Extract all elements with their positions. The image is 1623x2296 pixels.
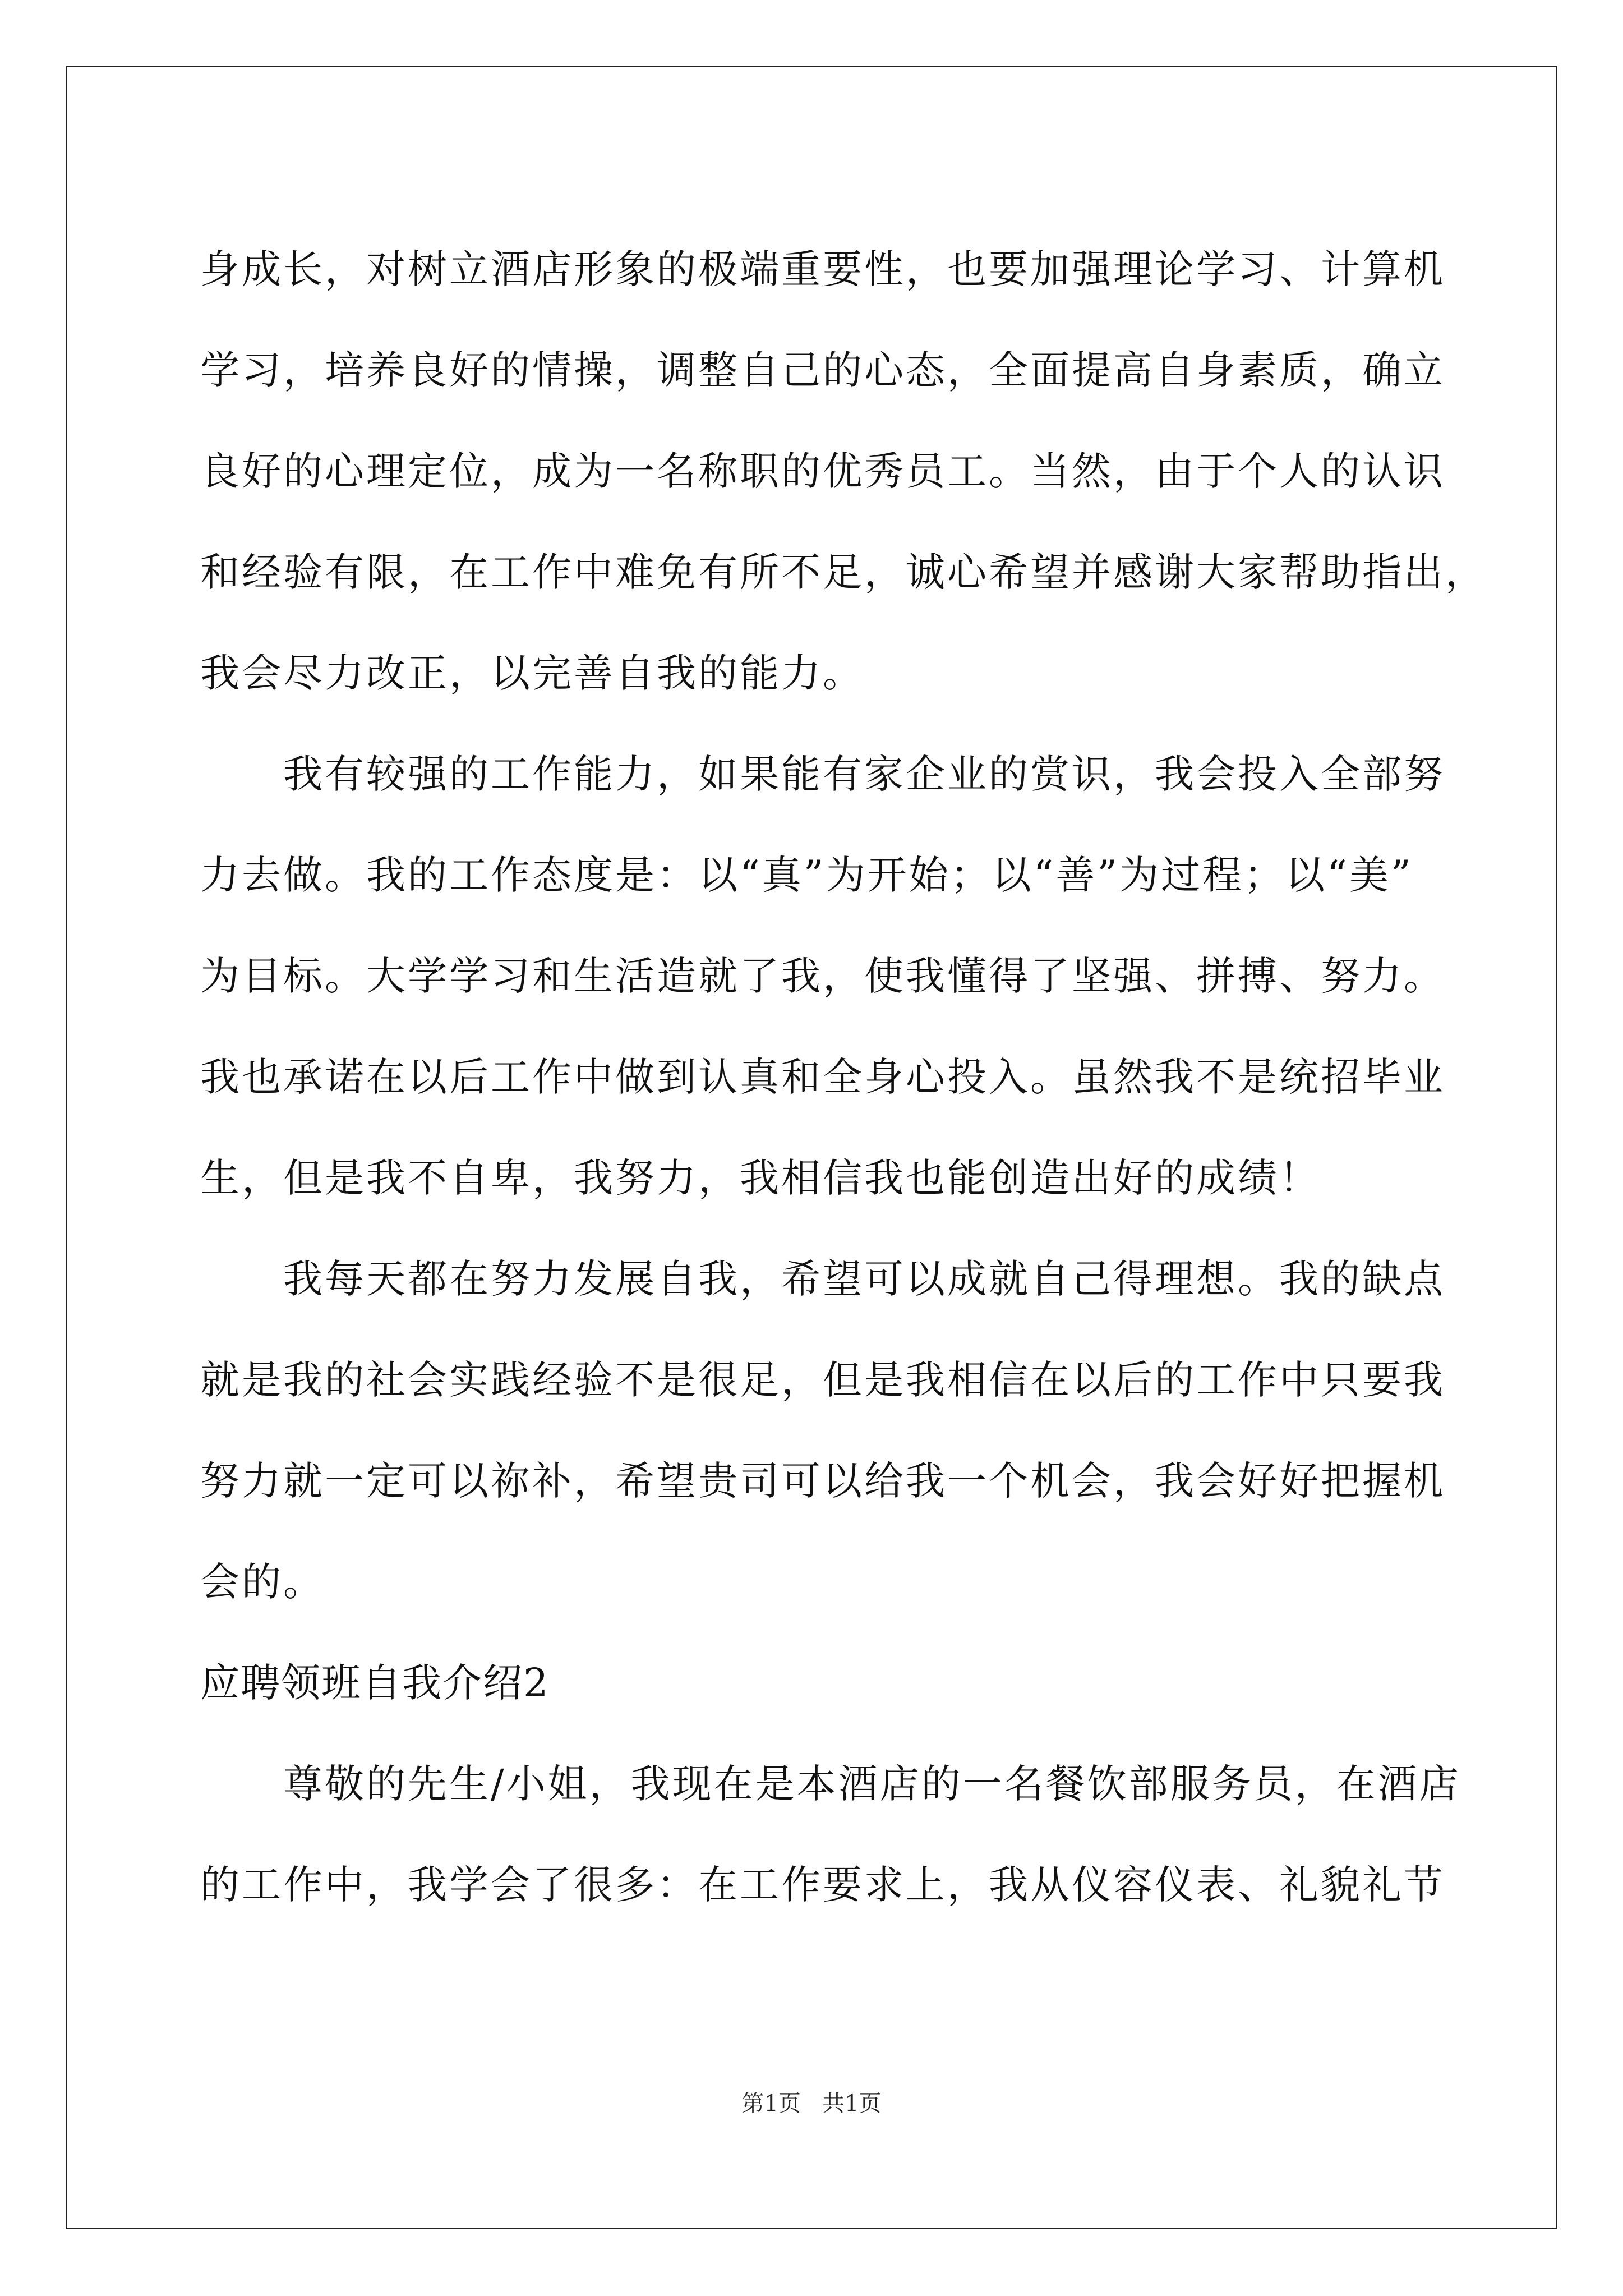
text-line: 为目标。大学学习和生活造就了我，使我懂得了坚强、拼搏、努力。 bbox=[200, 953, 1445, 999]
text-line: 我每天都在努力发展自我，希望可以成就自己得理想。我的缺点 bbox=[283, 1256, 1445, 1302]
paragraph-2 bbox=[200, 724, 1445, 1228]
text-line: 我会尽力改正，以完善自我的能力。 bbox=[200, 650, 864, 696]
text-line: 努力就一定可以祢补，希望贵司可以给我一个机会，我会好好把握机 bbox=[200, 1458, 1445, 1504]
text-line: 良好的心理定位，成为一名称职的优秀员工。当然，由于个人的认识 bbox=[200, 448, 1445, 494]
document-body bbox=[200, 219, 1487, 1935]
text-line: 我有较强的工作能力，如果能有家企业的赏识，我会投入全部努 bbox=[283, 751, 1445, 797]
paragraph-1 bbox=[200, 219, 1487, 724]
text-line: 就是我的社会实践经验不是很足，但是我相信在以后的工作中只要我 bbox=[200, 1357, 1445, 1403]
text-line: 尊敬的先生/小姐，我现在是本酒店的一名餐饮部服务员，在酒店 bbox=[283, 1761, 1461, 1807]
section-heading: 应聘领班自我介绍2 bbox=[200, 1660, 550, 1706]
text-line: 力去做。我的工作态度是：以“真”为开始；以“善”为过程；以“美” bbox=[200, 852, 1413, 898]
text-line: 我也承诺在以后工作中做到认真和全身心投入。虽然我不是统招毕业 bbox=[200, 1054, 1445, 1100]
paragraph-3 bbox=[200, 1228, 1445, 1632]
text-line: 学习，培养良好的情操，调整自己的心态，全面提高自身素质，确立 bbox=[200, 347, 1445, 393]
text-line: 身成长，对树立酒店形象的极端重要性，也要加强理论学习、计算机 bbox=[200, 246, 1445, 292]
page-number-footer: 第1页 共1页 bbox=[741, 2091, 882, 2116]
text-line: 生，但是我不自卑，我努力，我相信我也能创造出好的成绩！ bbox=[200, 1155, 1321, 1201]
paragraph-4 bbox=[200, 1733, 1461, 1935]
text-line: 和经验有限，在工作中难免有所不足，诚心希望并感谢大家帮助指出， bbox=[200, 549, 1487, 595]
text-line: 会的。 bbox=[200, 1559, 325, 1605]
text-line: 的工作中，我学会了很多：在工作要求上，我从仪容仪表、礼貌礼节 bbox=[200, 1862, 1445, 1908]
